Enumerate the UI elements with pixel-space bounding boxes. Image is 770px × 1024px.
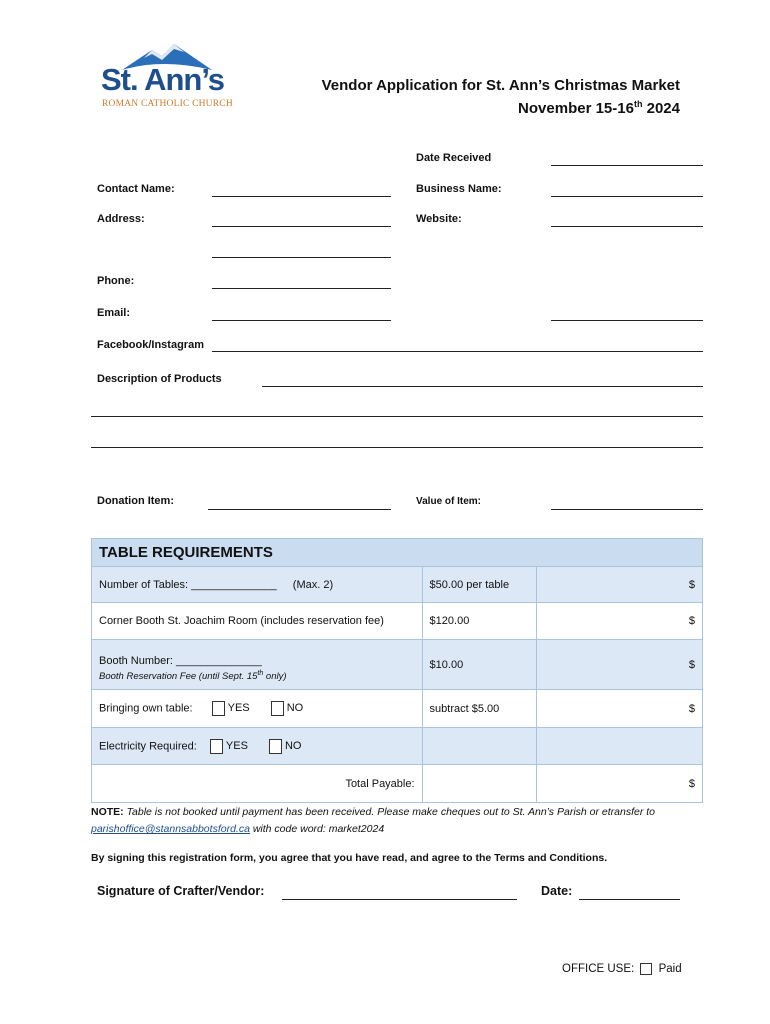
donation-item-field[interactable] [208, 509, 391, 510]
amount-cell[interactable]: $ [536, 690, 702, 728]
signature-field[interactable] [282, 899, 517, 900]
table-row [92, 567, 703, 603]
price-cell: $50.00 per table [422, 567, 536, 603]
table-row [92, 640, 703, 690]
electricity-no[interactable]: NO [269, 740, 302, 752]
table-row [92, 728, 703, 765]
table-row [92, 690, 703, 728]
tables-count-cell[interactable]: Number of Tables: ______________ (Max. 2) [92, 567, 423, 603]
office-use: OFFICE USE: Paid [562, 963, 682, 976]
address-label: Address: [97, 213, 145, 225]
own-table-yes[interactable]: YES [212, 702, 250, 714]
description-field[interactable] [262, 386, 703, 387]
table-header: TABLE REQUIREMENTS [92, 539, 703, 567]
description-line3[interactable] [91, 447, 703, 448]
paid-checkbox-icon[interactable] [640, 963, 652, 975]
address-line2-field[interactable] [212, 257, 391, 258]
website-label: Website: [416, 213, 462, 225]
agreement-text: By signing this registration form, you agree that you have read, and agree to the Terms and Conditions. [91, 852, 608, 864]
own-table-cell: Bringing own table: YES NO [92, 690, 423, 728]
extra-field[interactable] [551, 320, 703, 321]
electricity-yes[interactable]: YES [210, 740, 248, 752]
amount-cell[interactable] [536, 728, 702, 765]
checkbox-icon[interactable] [269, 739, 282, 754]
value-of-item-field[interactable] [551, 509, 703, 510]
donation-item-label: Donation Item: [97, 495, 174, 507]
email-field[interactable] [212, 320, 391, 321]
table-row [92, 603, 703, 640]
price-cell: $120.00 [422, 603, 536, 640]
price-cell: $10.00 [422, 640, 536, 690]
electricity-cell: Electricity Required: YES NO [92, 728, 423, 765]
address-field[interactable] [212, 226, 391, 227]
price-cell [422, 728, 536, 765]
phone-label: Phone: [97, 275, 135, 287]
phone-field[interactable] [212, 288, 391, 289]
price-cell [422, 765, 536, 803]
date-label: Date: [541, 884, 573, 898]
amount-cell[interactable]: $ [536, 567, 702, 603]
payment-note: NOTE: Table is not booked until payment has been received. Please make cheques out to St. Ann’s Parish or etransfer to parishoffice@stannsabbotsford.ca with code word: market2024 [91, 806, 656, 835]
corner-booth-cell: Corner Booth St. Joachim Room (includes reservation fee) [92, 603, 423, 640]
social-label: Facebook/Instagram [97, 339, 204, 351]
checkbox-icon[interactable] [212, 701, 225, 716]
date-received-label: Date Received [416, 152, 492, 164]
email-link[interactable]: parishoffice@stannsabbotsford.ca [91, 823, 250, 835]
table-row [92, 765, 703, 803]
value-of-item-label: Value of Item: [416, 496, 482, 507]
page-title: Vendor Application for St. Ann’s Christmas Market [321, 77, 680, 94]
total-amount-cell[interactable]: $ [536, 765, 702, 803]
contact-name-label: Contact Name: [97, 183, 175, 195]
amount-cell[interactable]: $ [536, 640, 702, 690]
website-field[interactable] [551, 226, 703, 227]
social-field[interactable] [212, 351, 703, 352]
description-line2[interactable] [91, 416, 703, 417]
contact-name-field[interactable] [212, 196, 391, 197]
checkbox-icon[interactable] [271, 701, 284, 716]
checkbox-icon[interactable] [210, 739, 223, 754]
logo-name: St. Ann’s [101, 62, 225, 97]
email-label: Email: [97, 307, 131, 319]
table-requirements [91, 538, 703, 803]
own-table-no[interactable]: NO [271, 702, 304, 714]
amount-cell[interactable]: $ [536, 603, 702, 640]
total-payable-label: Total Payable: [92, 765, 423, 803]
signature-label: Signature of Crafter/Vendor: [97, 884, 265, 898]
page-subtitle: November 15-16th 2024 [518, 99, 680, 117]
date-field[interactable] [579, 899, 680, 900]
business-name-field[interactable] [551, 196, 703, 197]
date-received-field[interactable] [551, 165, 703, 166]
business-name-label: Business Name: [416, 183, 502, 195]
description-label: Description of Products [97, 373, 222, 385]
price-cell: subtract $5.00 [422, 690, 536, 728]
logo-subtitle: ROMAN CATHOLIC CHURCH [102, 99, 233, 109]
booth-number-cell[interactable]: Booth Number: ______________ Booth Reservation Fee (until Sept. 15th only) [92, 640, 423, 690]
